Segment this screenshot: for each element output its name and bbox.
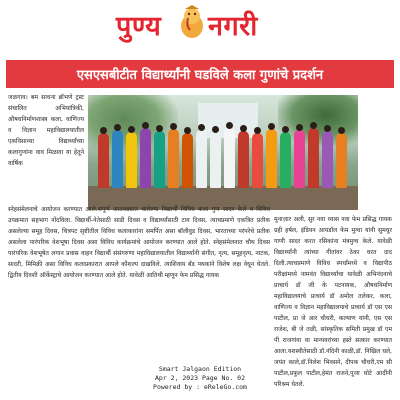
headline: एसएसबीटीत विद्यार्थ्यांनी घडविले कला गुणांचे प्रदर्शन: [76, 68, 324, 83]
masthead-title-right: नगरी: [208, 11, 258, 42]
masthead-title-left: पुण्य: [116, 11, 162, 42]
group-photo: [88, 95, 358, 210]
masthead: [0, 0, 400, 48]
ganesha-emblem-icon: [178, 4, 206, 40]
footer: [0, 365, 400, 392]
article-body-right: मुनाज़ार अली, सुर नवा ध्यास नवा फेम प्रसिद्ध गायक ग्रही हर्षल, इंडियन आयडॉल फेम मुग्धा यांनी सुमधुर गाणी सादर करत रसिकांना मंत्रमुग्ध केले. यावेळी विद्यार्थ्यांनी त्यांच्या गीतांवर ठेका धरत दाद दिली.त्याचप्रमाणे विविध स्पर्धांमध्ये व विद्यापीठ परीक्षांमध्ये नामवंत विद्यार्थ्यांचा यावेळी अभिनंदनाचे प्राचार्य डॉ जी के पटनायक, औषधनिर्माण महाविद्यालयाचे प्राचार्य डॉ अमोल तलेकर, कला, वाणिज्य व विज्ञान महाविद्यालयाचे प्राचार्य डॉ एस एस पाटील, प्रा जे आर चौधरी, कल्याण यांनी, एस एस राजेश, बी जे तळी, सांस्कृतिक समिती प्रमुख डॉ एम पी राजगांवा या मान्यवरांच्या हस्ते सत्कार करण्यात आला.यशस्वीतेसाठी डॉ.नंदिनी काळी,डॉ. निखिल घले, जयंत काले,डॉ.निलेश भिवसने, दीपक चौधरी,एम सी पाटील,प्रफुल पाटील,हेमंत राजने,पूजा घोटे आदींनी परिश्रम घेतले.: [274, 216, 392, 388]
headline-bar: [6, 60, 394, 88]
footer-powered-by: Powered by : eReleGo.com: [153, 383, 247, 391]
article-body-left: स्नेहसंमेलनाचे आयोजन करण्यात आले.संपूर्ण आठवड्यात चालेल्या विद्यार्थी विविध कला गुण सादर केले व विविध उपक्रमात सहभाग नोंदविला. विद्यार्थी-नेतेसाठी साडी दिवस व विद्यार्थ्यांसाठी टाय दिवस, त्याचप्रमाणे एकत्रित प्रतीक असलेल्या समूह दिवस, चित्रपट सृष्टीतील विविध कलाकारांना समर्पित असा बॉलीवुड दिवस, भारताच्या परंपरेचे प्रतीक असलेला पारंपरिक वेशभूषा दिवस असा विविध कार्यक्रमांचे आयोजन करण्यात आले होते. स्नेहसंमेलनात चौथ दिवस पारंपरिक वेशभूषेत लगान प्रवास वाहन विद्यार्थी संसंगरुणा महाविद्यालयातील विद्यार्थ्यांनी संगीत, नृत्य, समूहनृत्य, नाटक, सादरी, मिमिक्री असा विविध कलाप्रकारात आपले कौशल्य दाखविले. त्याशिवाय बँड पथकांने विशेष लक्ष वेधून घेतले. द्वितीय दिवशी ऑर्केस्ट्राचे आयोजन करण्यात आले होते. यावेळी आतिथी म्हणून फेम प्रसिद्ध गायक: [8, 206, 270, 279]
footer-edition: Smart Jalgaon Edition: [158, 365, 242, 373]
footer-date-page: Apr 2, 2023 Page No. 02: [154, 374, 245, 382]
article-lead-column: जळगाव। बम साधना ब्रॉभणे ट्रस्ट संचालित अभियांत्रिकी, औषधनिर्माणशास्त्र कला, वाणिज्य व विज्ञान महाविद्यालयातील एकविसाव्या विद्यार्थ्यांच्या कलागुणांना वाव मिळावा या हेतूने वार्षिक: [8, 94, 84, 167]
